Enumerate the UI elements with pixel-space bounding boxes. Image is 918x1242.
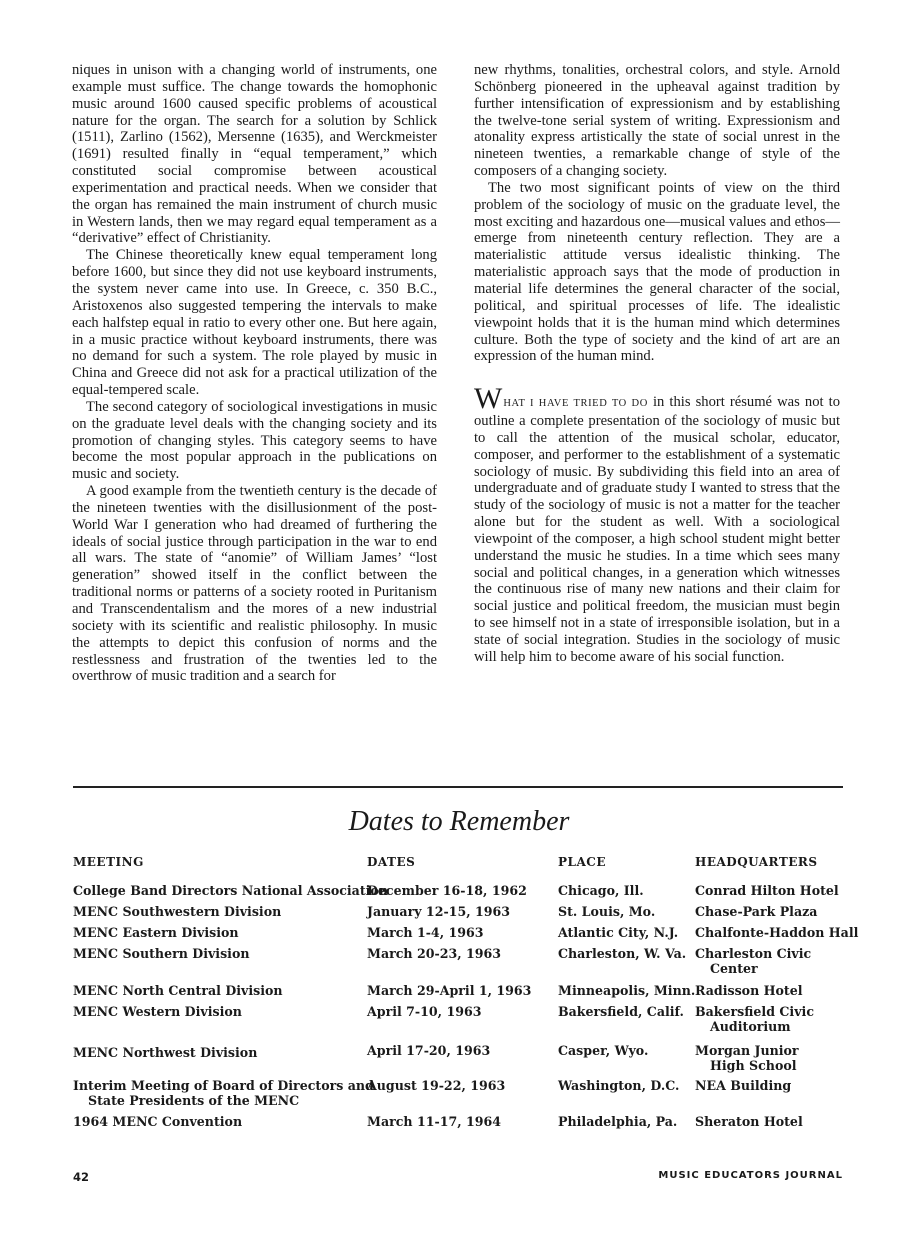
row-meeting bbox=[73, 1078, 374, 1108]
row-hq bbox=[695, 946, 855, 976]
article-paragraph: niques in unison with a changing world of instruments, one example must suffice. The change towards the homophonic music around 1600 caused specific problems of acoustical nature for the organ. The search for a solution by Schlick (1511), Zarlino (1562), Mersenne (1635), and Werckmeister (1691) resulted finally in “equal temperament,” which constituted social compromise between acoustical experimentation and practical needs. When we consider that the organ has remained the main instrument of church music in Western lands, then we may regard equal temperament as a “derivative” effect of Christianity. bbox=[72, 62, 437, 247]
row-dates: December 16-18, 1962 bbox=[367, 883, 527, 898]
row-hq: Conrad Hilton Hotel bbox=[695, 883, 839, 898]
row-place: Chicago, Ill. bbox=[558, 883, 644, 898]
section-divider bbox=[73, 786, 843, 788]
row-meeting: MENC Eastern Division bbox=[73, 925, 239, 940]
row-place: St. Louis, Mo. bbox=[558, 904, 656, 919]
row-hq-line2: Auditorium bbox=[710, 1019, 791, 1034]
row-hq: Radisson Hotel bbox=[695, 983, 803, 998]
header-dates: DATES bbox=[367, 855, 416, 869]
row-meeting-line2: State Presidents of the MENC bbox=[88, 1093, 300, 1108]
row-hq-line1: Charleston Civic bbox=[695, 946, 812, 961]
closing-paragraph bbox=[474, 382, 840, 666]
table-header bbox=[73, 855, 848, 875]
row-hq-line2: High School bbox=[710, 1058, 797, 1073]
article-paragraph: A good example from the twentieth century is the decade of the nineteen twenties with the disillusionment of the post-World War I generation who had dreamed of furthering the ideals of social justice through participation in the war to end all wars. The state of “anomie” of William James’ “lost generation” showed itself in the conflict between the traditional norms or patterns of a society rooted in Puritanism and Transcendentalism and the mores of a new industrial society with its scientific and realistic philosophy. In music the attempts to depict this confusion of norms and the restlessness and frustration of the twenties led to the overthrow of music tradition and a search for bbox=[72, 483, 437, 685]
row-place: Philadelphia, Pa. bbox=[558, 1114, 678, 1129]
header-meeting: MEETING bbox=[73, 855, 144, 869]
row-place: Washington, D.C. bbox=[558, 1078, 680, 1093]
row-place: Charleston, W. Va. bbox=[558, 946, 687, 961]
row-dates: April 17-20, 1963 bbox=[367, 1043, 491, 1058]
row-hq: Chase-Park Plaza bbox=[695, 904, 818, 919]
row-dates: March 11-17, 1964 bbox=[367, 1114, 502, 1129]
row-hq bbox=[695, 1043, 855, 1073]
row-dates: August 19-22, 1963 bbox=[367, 1078, 506, 1093]
row-place: Bakersfield, Calif. bbox=[558, 1004, 684, 1019]
row-dates: March 29-April 1, 1963 bbox=[367, 983, 532, 998]
dates-title: Dates to Remember bbox=[348, 806, 570, 837]
row-dates: January 12-15, 1963 bbox=[367, 904, 511, 919]
small-caps-lead: HAT I HAVE TRIED TO DO bbox=[503, 398, 648, 410]
row-hq-line1: Morgan Junior bbox=[695, 1043, 799, 1058]
row-hq bbox=[695, 1004, 855, 1034]
drop-cap: W bbox=[474, 382, 503, 416]
row-place: Minneapolis, Minn. bbox=[558, 983, 696, 998]
article-paragraph: The two most significant points of view on the third problem of the sociology of music on the graduate level, the most exciting and hazardous one—musical values and ethos—emerge from nineteenth century reflection. They are a materialistic attitude versus idealistic thinking. The materialistic approach says that the mode of production in material life determines the general character of the social, political, and spiritual processes of life. The idealistic viewpoint holds that it is the human mind which determines culture. Both the type of society and the kind of art are an expression of the human mind. bbox=[474, 179, 840, 365]
row-meeting: MENC Southern Division bbox=[73, 946, 250, 961]
row-meeting: 1964 MENC Convention bbox=[73, 1114, 243, 1129]
article-paragraph: new rhythms, tonalities, orchestral colors, and style. Arnold Schönberg pioneered in the upheaval against tradition by further intensification of expressionism and by establishing the twelve-tone serial system of writing. Expressionism and atonality express artistically the state of social unrest in the nineteen twenties, a remarkable change of style of the composers of a changing society. bbox=[474, 62, 840, 180]
header-place: PLACE bbox=[558, 855, 606, 869]
article-paragraph: The Chinese theoretically knew equal temperament long before 1600, but since they did not use keyboard instruments, the system never came into use. In Greece, c. 350 B.C., Aristoxenos also suggested tempering the intervals to make each halfstep equal in ratio to every other one. But here again, in a music practice without keyboard instruments, there was no demand for such a system. The role played by music in China and Greece did not ask for a practical utilization of the equal-tempered scale. bbox=[72, 247, 437, 399]
row-hq: Chalfonte-Haddon Hall bbox=[695, 925, 859, 940]
row-meeting: MENC North Central Division bbox=[73, 983, 283, 998]
row-place: Casper, Wyo. bbox=[558, 1043, 649, 1058]
article-right-column bbox=[474, 62, 840, 666]
row-meeting: MENC Southwestern Division bbox=[73, 904, 282, 919]
closing-text: in this short résumé was not to outline a complete presentation of the sociology of music but to call the attention of the musical scholar, educator, composer, and performer to the establishment of a systematic sociology of music. By subdividing this field into an area of undergraduate and of graduate study I wanted to stress that the study of the sociology of music is not a matter for the teacher alone but for the student as well. With a sociological viewpoint of the composer, a high school student might better understand the music he studies. In a time which sees many social and political changes, in a generation which witnesses the continuous rise of many new nations and their claim for social justice and political freedom, the musician must begin to see himself not in a state of irresponsible isolation, but in a state of social integration. Studies in the sociology of music will help him to become aware of his social function. bbox=[474, 394, 840, 665]
row-hq-line2: Center bbox=[710, 961, 758, 976]
row-dates: March 20-23, 1963 bbox=[367, 946, 502, 961]
row-place: Atlantic City, N.J. bbox=[558, 925, 679, 940]
row-meeting: MENC Western Division bbox=[73, 1004, 242, 1019]
row-hq-line1: Bakersfield Civic bbox=[695, 1004, 814, 1019]
header-headquarters: HEADQUARTERS bbox=[695, 855, 818, 869]
article-paragraph: The second category of sociological investigations in music on the graduate level deals with the changing society and its promotion of changing styles. This category seems to have become the most popular approach in the publications on music and society. bbox=[72, 398, 437, 483]
row-hq: NEA Building bbox=[695, 1078, 792, 1093]
row-meeting: College Band Directors National Association bbox=[73, 883, 388, 898]
row-meeting-line1: Interim Meeting of Board of Directors and bbox=[73, 1078, 374, 1093]
row-dates: April 7-10, 1963 bbox=[367, 1004, 482, 1019]
article-left-column bbox=[72, 62, 437, 685]
page-number: 42 bbox=[73, 1170, 90, 1184]
row-dates: March 1-4, 1963 bbox=[367, 925, 484, 940]
journal-name: MUSIC EDUCATORS JOURNAL bbox=[658, 1170, 843, 1181]
row-hq: Sheraton Hotel bbox=[695, 1114, 803, 1129]
row-meeting: MENC Northwest Division bbox=[73, 1045, 258, 1060]
